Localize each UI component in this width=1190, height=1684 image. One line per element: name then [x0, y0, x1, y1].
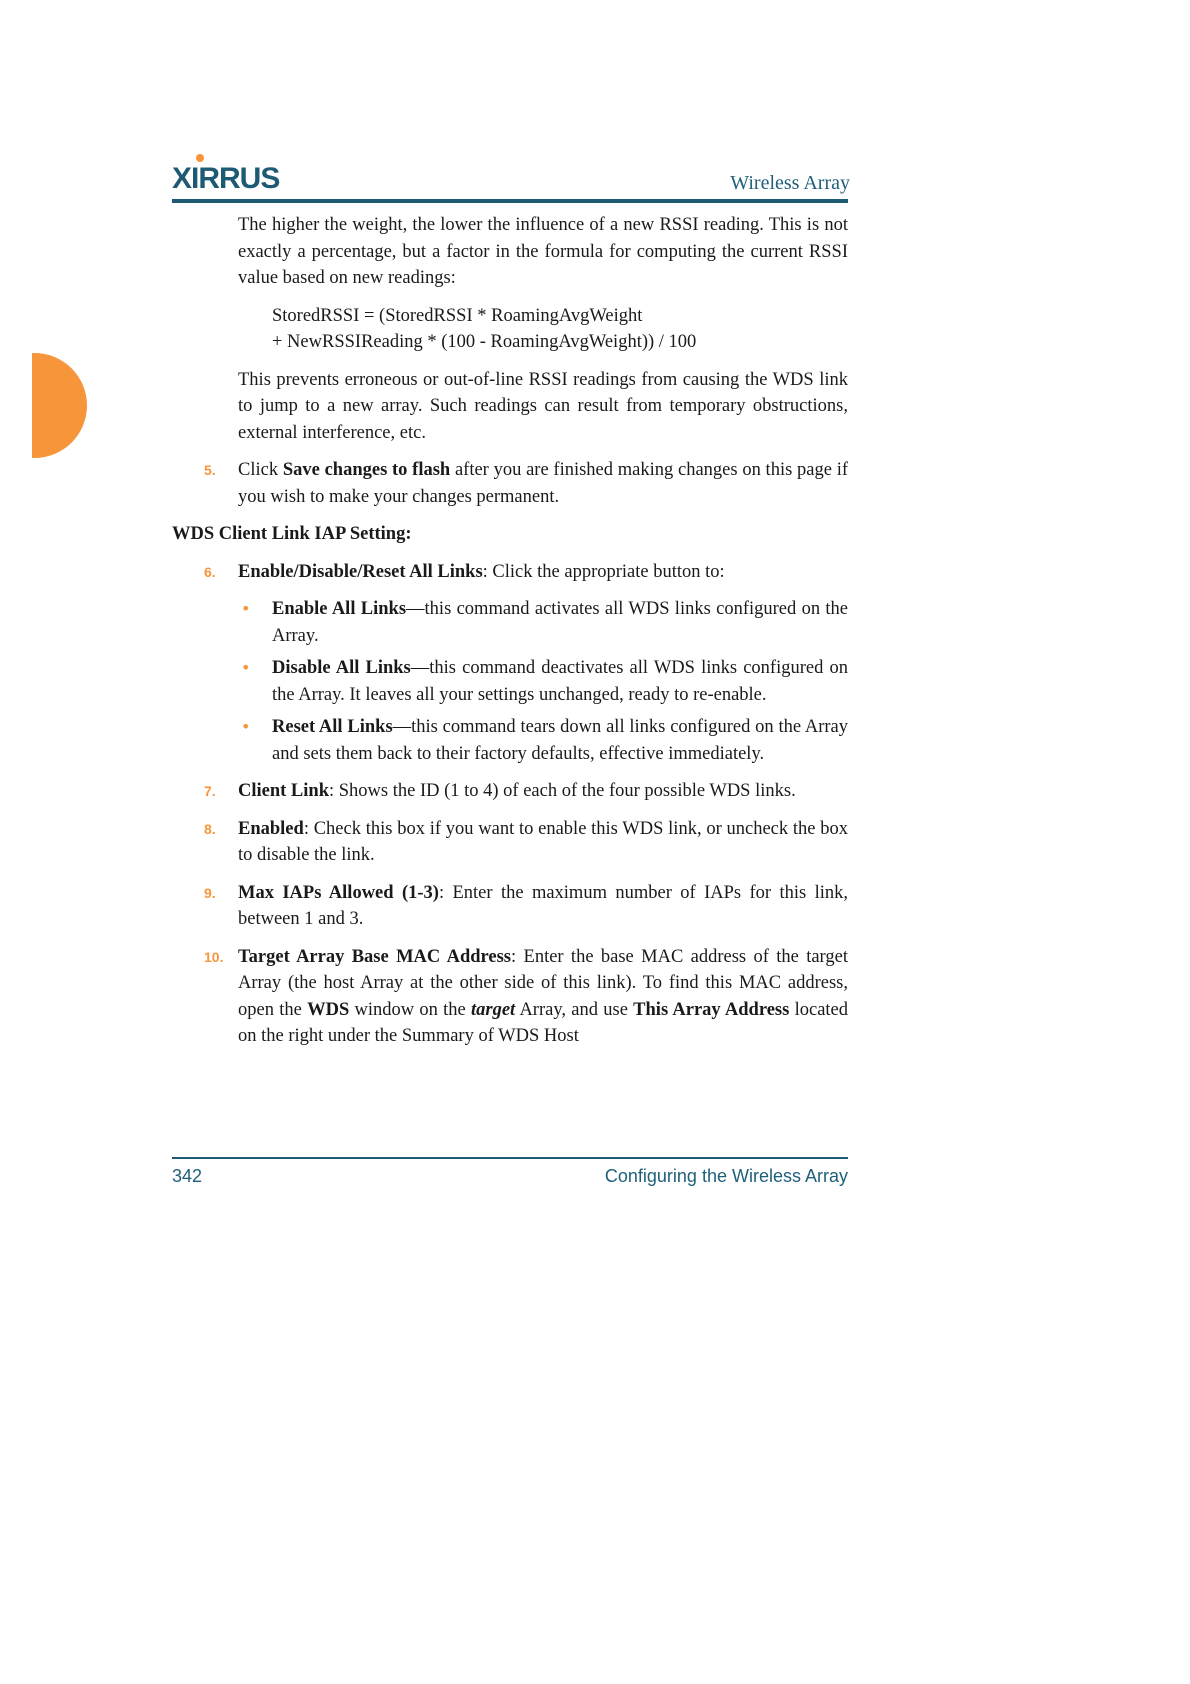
item-text: : Enter the maximum number of IAPs for this link, between 1 and 3. — [238, 882, 848, 929]
bullet-icon: • — [241, 717, 251, 736]
item-bold-term: WDS — [307, 999, 350, 1020]
item-text: Array, and use — [515, 999, 634, 1020]
item-bold-term: Client Link — [238, 781, 329, 801]
item-text: : Click the appropriate button to: — [482, 561, 725, 582]
item-text: after you are finished making changes on this page if you wish to make your changes permanent. — [238, 460, 848, 507]
list-item-7 — [204, 778, 848, 805]
list-item-5 — [204, 457, 848, 510]
item-number: 10. — [204, 948, 224, 965]
item-text: located on the right under the Summary of WDS Host — [238, 999, 849, 1046]
item-number: 8. — [204, 820, 216, 837]
bullet-bold-term: Disable All Links — [272, 658, 411, 678]
item-bold-term: Max IAPs Allowed (1-3) — [238, 882, 439, 903]
item-number: 9. — [204, 884, 216, 901]
intro-paragraph: The higher the weight, the lower the influence of a new RSSI reading. This is not exactly a percentage, but a factor in the formula for computing the current RSSI value based on new readings: — [238, 215, 848, 288]
formula-line-2: + NewRSSIReading * (100 - RoamingAvgWeight)) / 100 — [272, 332, 697, 352]
bullet-text: —this command tears down all links configured on the Array and sets them back to their factory defaults, effective immediately. — [272, 717, 848, 764]
bullet-item — [241, 655, 848, 708]
svg-text:XIRRUS: XIRRUS — [172, 162, 280, 194]
list-item-8 — [204, 816, 848, 869]
item-bold-term: Enabled — [238, 818, 304, 839]
item-bold-term: Save changes to flash — [282, 460, 451, 480]
list-item-9 — [204, 880, 848, 933]
bullet-text: —this command activates all WDS links configured on the Array. — [272, 599, 848, 646]
bullet-item — [241, 596, 848, 649]
bullet-bold-term: Reset All Links — [272, 717, 393, 737]
bullet-bold-term: Enable All Links — [272, 599, 407, 619]
xirrus-logo — [172, 152, 312, 194]
item-number: 5. — [204, 462, 216, 478]
item-number: 6. — [204, 563, 216, 580]
bullet-text: —this command deactivates all WDS links configured on the Array. It leaves all your settings unchanged, ready to re-enable. — [272, 658, 848, 705]
body-content — [172, 212, 848, 1061]
item-text: : Check this box if you want to enable this WDS link, or uncheck the box to disable the link. — [238, 818, 848, 865]
item-italic-term: target — [471, 999, 516, 1020]
item-number: 7. — [204, 783, 216, 799]
item-text: : Enter the base MAC address of the target Array (the host Array at the other side of this link). To find this MAC address, open the — [238, 946, 848, 1020]
section-heading: WDS Client Link IAP Setting: — [172, 524, 412, 544]
bullet-item — [241, 714, 848, 767]
item-text: window on the — [349, 999, 471, 1020]
footer-section-title: Configuring the Wireless Array — [604, 1166, 848, 1186]
prevent-paragraph: This prevents erroneous or out-of-line RSSI readings from causing the WDS link to jump to a new array. Such readings can result from temporary obstructions, external interference, etc. — [238, 369, 848, 443]
formula — [272, 303, 848, 356]
header-rule — [172, 199, 848, 203]
item-bold-term: Enable/Disable/Reset All Links — [238, 561, 483, 582]
formula-line-1: StoredRSSI = (StoredRSSI * RoamingAvgWeight — [272, 305, 643, 326]
item-text: Click — [238, 460, 283, 480]
item-bold-term: Target Array Base MAC Address — [238, 946, 512, 967]
item-bold-term: This Array Address — [633, 999, 790, 1020]
footer-rule — [172, 1157, 848, 1159]
side-tab-marker — [32, 353, 87, 458]
list-item-10 — [204, 944, 849, 1050]
bullet-icon: • — [241, 599, 251, 618]
header-title: Wireless Array — [730, 172, 850, 194]
item-text: : Shows the ID (1 to 4) of each of the four possible WDS links. — [328, 781, 796, 801]
page-number: 342 — [172, 1166, 203, 1186]
list-item-6 — [204, 559, 848, 586]
bullet-icon: • — [241, 658, 251, 677]
